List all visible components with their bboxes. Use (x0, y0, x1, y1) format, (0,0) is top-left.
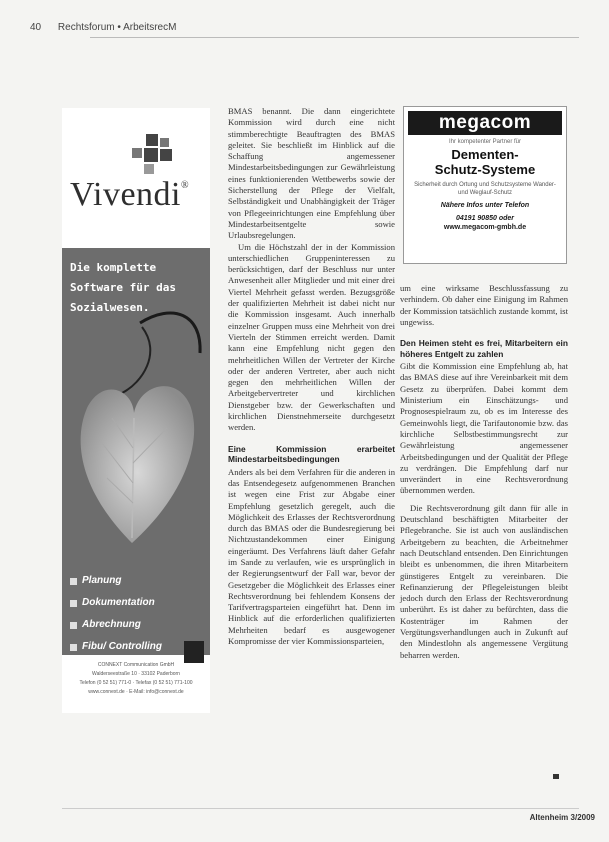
feature-item: Fibu/ Controlling (70, 636, 162, 658)
megacom-advertisement[interactable] (403, 106, 567, 264)
megacom-tagline: Ihr kompetenter Partner für (448, 139, 522, 145)
body-paragraph: Um die Höchstzahl der in der Kommission unterschiedlichen Gruppeninteressen zu berücksichtigen, darf der Beschluss nur unter Anwesenheit aller Mitglieder und mit einer drei Viertel Mehrheit gefasst werden. Bezugsgröße der qualifizierten Mehrheit ist dabei nicht nur die Kommission insgesamt. Auch innerhalb einzelner Gruppen muss eine Mehrheit von drei Vierteln der Stimmen erreicht werden. Damit kann eine Empfehlung nicht gegen den mehrheitlichen Willen der Vertreter der Kirche oder der anderen Vertreter, aber auch nicht gegen den mehrheitlichen Willen der Arbeitgebervertreter und kirchlichen Dienstgeber bzw. der Gewerkschaften und kirchlichen Dienstnehmerseite durchgesetzt werden. (228, 241, 395, 433)
feature-item: Planung (70, 570, 162, 592)
header-divider (90, 37, 579, 38)
vivendi-contact-block: CONNEXT Communication GmbH Walderseestraße 10 · 33102 Paderborn Telefon (0 52 51) 771-0 · Telefax (0 52 51) 771-100 www.connext.de · E-Mail: info@connext.de (62, 655, 210, 713)
footer-divider (62, 808, 579, 809)
page-number: 40 (30, 22, 42, 33)
article-column-2 (400, 283, 568, 661)
megacom-info-label: Nähere Infos unter Telefon (440, 202, 530, 209)
megacom-url-link[interactable]: www.megacom-gmbh.de (443, 224, 527, 231)
running-header (30, 22, 176, 33)
body-paragraph: Gibt die Kommission eine Empfehlung ab, hat das BMAS diese auf ihre Vereinbarkeit mit dem Gesetz zu überprüfen. Dabei kommt dem Ministerium ein Einschätzungs- und Prognosespielraum zu, ob es im Interesse des Gemeinwohls liegt, die Tarifautonomie bzw. das kirchliche Selbstbestimmungsrecht zur Gewährleistung angemessener Arbeitsbedingungen und der Qualität der Pflege zu verdrängen. Die Empfehlung darf nur unverändert in eine Rechtsverordnung übernommen werden. (400, 361, 568, 496)
footer-publication: Altenheim 3/2009 (529, 813, 595, 822)
article-end-mark-icon (553, 774, 559, 779)
square-bullet-icon (70, 622, 77, 629)
body-paragraph: Anders als bei dem Verfahren für die anderen in das Entsendegesetz aufgenommenen Branchen ist wegen eine Frist zur Abgabe einer Empfehlung gesetzlich geregelt, auch die Möglichkeit des Erlasses der Rechtsverordnung durch das BMAS oder die Bundesregierung bei Nichtzustandekommen einer Einigung eingeräumt. Des Verfahrens läuft daher Gefahr im Sande zu verlaufen, wie es ursprünglich in der Regierungsentwurf der Fall war, bevor der Gesetzgeber die Möglichkeit des Erlasses einer Rechtsverordnung bei fehlendem Konsens der Tarifvertragsparteien eingeführt hat. Denn im Hinblick auf die erforderlichen qualifizierten Mehrheiten bedarf es ausgewogener Kompromisse der vier Kommissionsparteien, (228, 466, 395, 647)
megacom-headline: Dementen- Schutz-Systeme (434, 147, 536, 177)
megacom-description: Sicherheit durch Ortung und Schutzsysteme Wander- und Weglauf-Schutz (414, 182, 556, 196)
square-bullet-icon (70, 578, 77, 585)
section-heading: Den Heimen steht es frei, Mitarbeitern ein höheres Entgelt zu zahlen (400, 338, 568, 359)
body-paragraph: um eine wirksame Beschlussfassung zu verhindern. Ob daher eine Einigung im Rahmen der Kommission tatsächlich zustande kommt, ist ungewiss. (400, 283, 568, 327)
vivendi-slogan: Die komplette Software für das Sozialwesen. (70, 261, 176, 314)
vivendi-logo-icon (132, 134, 176, 178)
leaf-illustration (62, 283, 210, 563)
feature-item: Dokumentation (70, 592, 162, 614)
megacom-logo: megacom (408, 111, 562, 135)
article-column-1 (228, 106, 395, 647)
square-bullet-icon (70, 600, 77, 607)
body-paragraph: Die Rechtsverordnung gilt dann für alle in Deutschland beschäftigten Mitarbeiter der Pflegebranche. Sie ist auch von ausländischen Arbeitgebern zu beachten, die Arbeitnehmer nach Deutschland entsenden. Den Einrichtungen bleibt es unbenommen, die ihren Mitarbeitern günstigeres Entgelt zu vereinbaren. Die Refinanzierung der Pflegeleistungen bleibt jedoch durch den Erlass der Rechtsverordnung unberührt. Es ist daher zu befürchten, dass die Kostenträger im Rahmen der Vergütungsverhandlungen auch in Zukunft auf den Mindestlohn als angemessene Vergütung beharren werden. (400, 502, 568, 660)
square-bullet-icon (70, 644, 77, 651)
vivendi-brand: Vivendi® (70, 176, 190, 213)
connext-logo-icon (184, 641, 204, 663)
body-paragraph: BMAS benannt. Die dann eingerichtete Kommission wird durch eine nicht stimmberechtigte Beauftragten des BMAS geleitet. Sie beschließt im Hinblick auf die Schaffung angemessener Mindestarbeitsbedingungen zur Gewährleistung eines funktionierenden Wettbewerbs sowie der Sicherstellung der Pflege der Vielfalt, Selbständigkeit und Unabhängigkeit der Träger von Pflegeeinrichtungen eine Empfehlung über Mindestarbeitsentgelte sowie Urlaubsregelungen. (228, 106, 395, 241)
megacom-phone: 04191 90850 oder (456, 215, 514, 222)
section-title: Rechtsforum • ArbeitsrecM (57, 22, 177, 33)
vivendi-feature-list (70, 570, 162, 658)
feature-item: Abrechnung (70, 614, 162, 636)
vivendi-advertisement[interactable] (62, 108, 210, 713)
section-heading: Eine Kommission erarbeitet Mindestarbeitsbedingungen (228, 443, 395, 465)
vivendi-logo-area (62, 108, 210, 248)
